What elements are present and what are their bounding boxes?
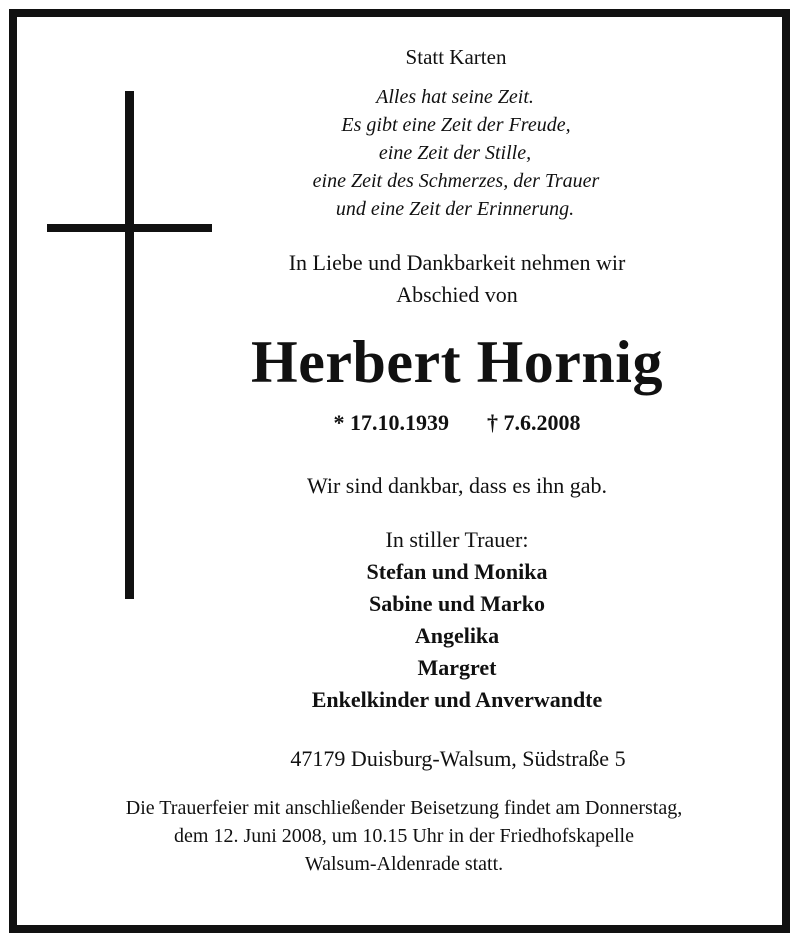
mourner-2: Sabine und Marko [368, 591, 546, 616]
poem-line-1: Alles hat seine Zeit. [376, 86, 534, 108]
funeral-line-2: dem 12. Juni 2008, um 10.15 Uhr in der Friedhofskapelle [174, 825, 634, 847]
poem-line-3: eine Zeit der Stille, [378, 142, 532, 164]
address-line: 47179 Duisburg-Walsum, Südstraße 5 [290, 746, 626, 771]
cross-vertical-bar [125, 91, 134, 599]
deceased-name: Herbert Hornig [251, 329, 663, 395]
obituary-notice [9, 9, 790, 933]
death-date: † 7.6.2008 [487, 410, 581, 435]
mourner-3: Angelika [414, 623, 500, 648]
intro-line-2: Abschied von [396, 282, 518, 307]
life-dates [334, 412, 581, 434]
statt-karten-heading: Statt Karten [405, 45, 507, 69]
cross-horizontal-bar [47, 224, 212, 232]
poem-line-2: Es gibt eine Zeit der Freude, [341, 114, 571, 136]
funeral-line-3: Walsum-Aldenrade statt. [304, 853, 504, 875]
poem-line-5: und eine Zeit der Erinnerung. [335, 198, 575, 220]
poem-line-4: eine Zeit des Schmerzes, der Trauer [312, 170, 600, 192]
mourner-1: Stefan und Monika [366, 559, 548, 584]
mourner-5: Enkelkinder und Anverwandte [311, 687, 603, 712]
birth-date: * 17.10.1939 [333, 410, 449, 435]
intro-line-1: In Liebe und Dankbarkeit nehmen wir [288, 250, 626, 275]
mourning-label: In stiller Trauer: [385, 527, 529, 552]
funeral-line-1: Die Trauerfeier mit anschließender Beisetzung findet am Donnerstag, [125, 797, 683, 819]
gratitude-line: Wir sind dankbar, dass es ihn gab. [306, 473, 608, 498]
mourner-4: Margret [417, 655, 497, 680]
